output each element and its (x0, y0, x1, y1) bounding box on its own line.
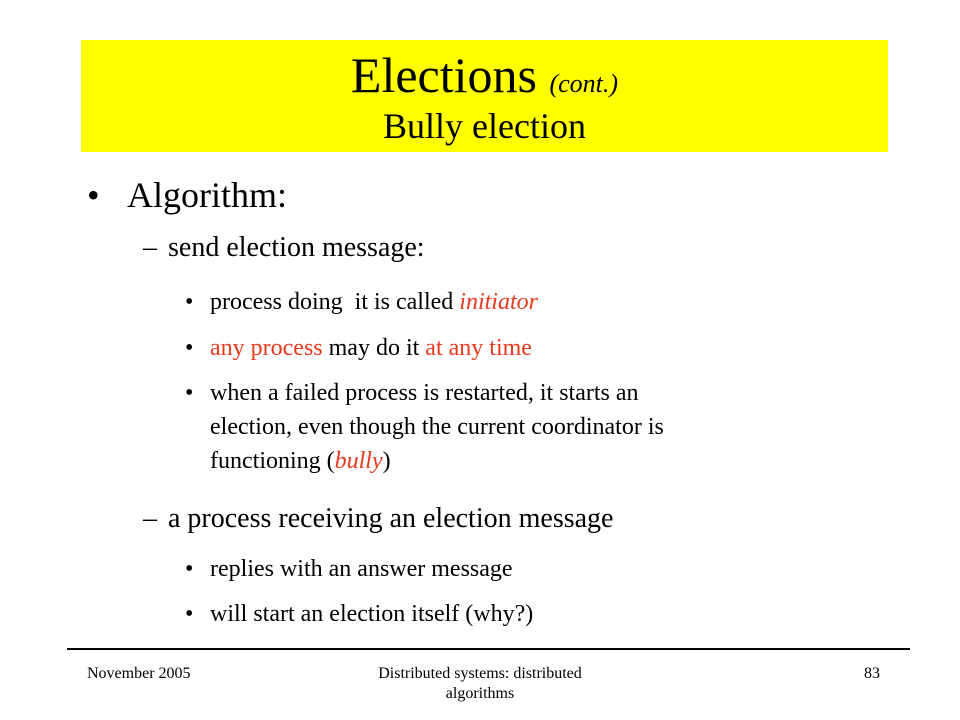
bullet-marker: • (185, 380, 194, 406)
bullet-marker: • (185, 289, 194, 315)
footer-date: November 2005 (87, 665, 191, 682)
slide-title (81, 46, 888, 113)
bullet-marker: • (185, 335, 194, 361)
start-election-item: will start an election itself (why?) (210, 601, 534, 627)
title-banner (81, 40, 888, 152)
bullet-marker: • (185, 556, 194, 582)
title-cont: (cont.) (549, 69, 619, 98)
title-main: Elections (350, 47, 537, 103)
any-time-item: any process may do it at any time (210, 335, 532, 361)
footer-rule (67, 648, 910, 650)
slide-subtitle: Bully election (383, 106, 586, 146)
initiator-item: process doing it is called initiator (210, 289, 538, 315)
bully-term: bully (334, 448, 383, 474)
send-election-item: send election message: (168, 232, 425, 263)
receive-election-item: a process receiving an election message (168, 503, 614, 534)
dash-marker: – (143, 232, 157, 263)
page-number: 83 (864, 665, 880, 682)
bullet-marker: • (87, 175, 100, 215)
dash-marker: – (143, 503, 157, 534)
restart-election-item: when a failed process is restarted, it starts an election, even though the current coordinator is functioning (bully) (210, 380, 664, 474)
reply-item: replies with an answer message (210, 556, 513, 582)
footer-course: Distributed systems: distributed algorithms (378, 665, 582, 702)
algorithm-heading: Algorithm: (127, 175, 287, 215)
initiator-term: initiator (459, 289, 538, 315)
bullet-marker: • (185, 601, 194, 627)
